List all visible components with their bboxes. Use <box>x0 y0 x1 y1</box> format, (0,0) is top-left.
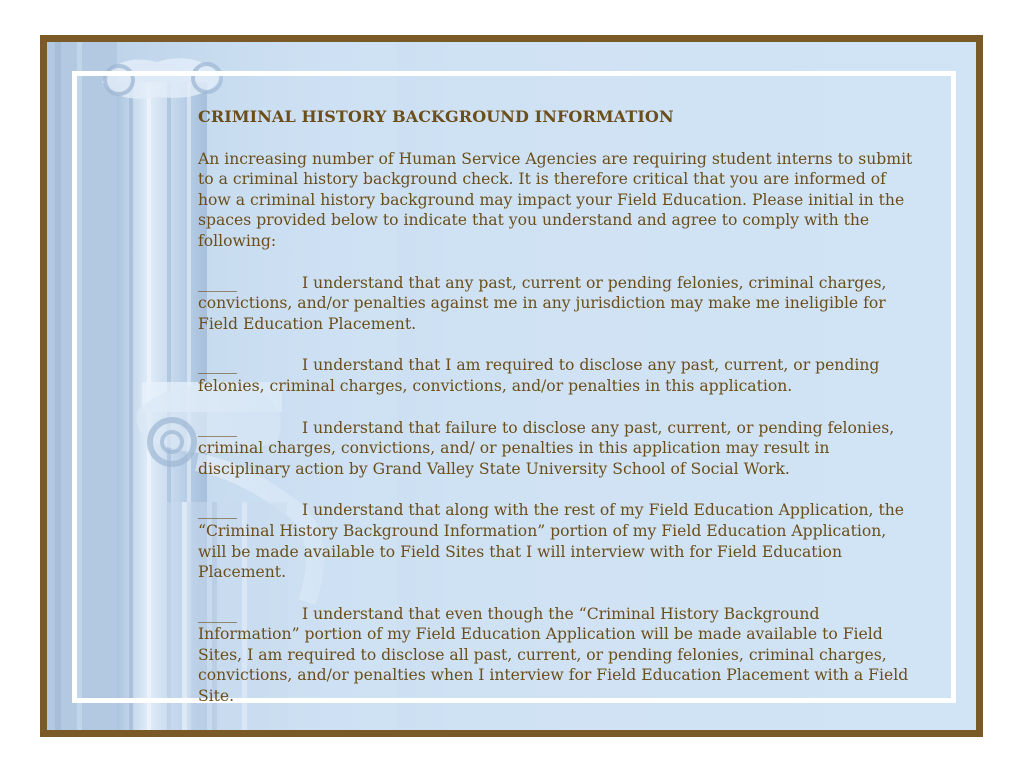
intro-paragraph: An increasing number of Human Service Agencies are requiring student interns to submit to a criminal history background check. It is therefore critical that you are informed of how a criminal history background may impact your Field Education. Please initial in the spaces provided below to indicate that you understand and agree to comply with the following: <box>198 149 913 250</box>
acknowledgement-text: I understand that along with the rest of my Field Education Application, the “Criminal History Background Information” portion of my Field Education Application, will be made available to Field Sites that I will interview with for Field Education Placement. <box>198 501 904 582</box>
acknowledgement-item <box>198 604 918 707</box>
acknowledgement-item <box>198 500 918 582</box>
acknowledgement-text: I understand that failure to disclose any past, current, or pending felonies, criminal charges, convictions, and/ or penalties in this application may result in disciplinary action by Grand Valley State University School of Social Work. <box>198 418 895 478</box>
acknowledgement-text: I understand that any past, current or pending felonies, criminal charges, convictions, and/or penalties against me in any jurisdiction may make me ineligible for Field Education Placement. <box>198 273 887 333</box>
acknowledgement-item <box>198 418 918 480</box>
initial-blank: _____ <box>198 418 237 437</box>
document-content <box>198 107 918 728</box>
acknowledgement-text: I understand that even though the “Criminal History Background Information” portion of my Field Education Application will be made available to Field Sites, I am required to disclose all past, current, or pending felonies, criminal charges, convictions, and/or penalties when I interview for Field Education Placement with a Field Site. <box>198 604 909 706</box>
initial-blank: _____ <box>198 356 237 375</box>
acknowledgement-item <box>198 273 918 335</box>
initial-blank: _____ <box>198 501 237 520</box>
document-heading: CRIMINAL HISTORY BACKGROUND INFORMATION <box>198 107 674 126</box>
acknowledgement-item <box>198 355 918 396</box>
initial-blank: _____ <box>198 604 237 623</box>
initial-blank: _____ <box>198 273 237 292</box>
acknowledgement-text: I understand that I am required to disclose any past, current, or pending felonies, criminal charges, convictions, and/or penalties in this application. <box>198 356 880 395</box>
